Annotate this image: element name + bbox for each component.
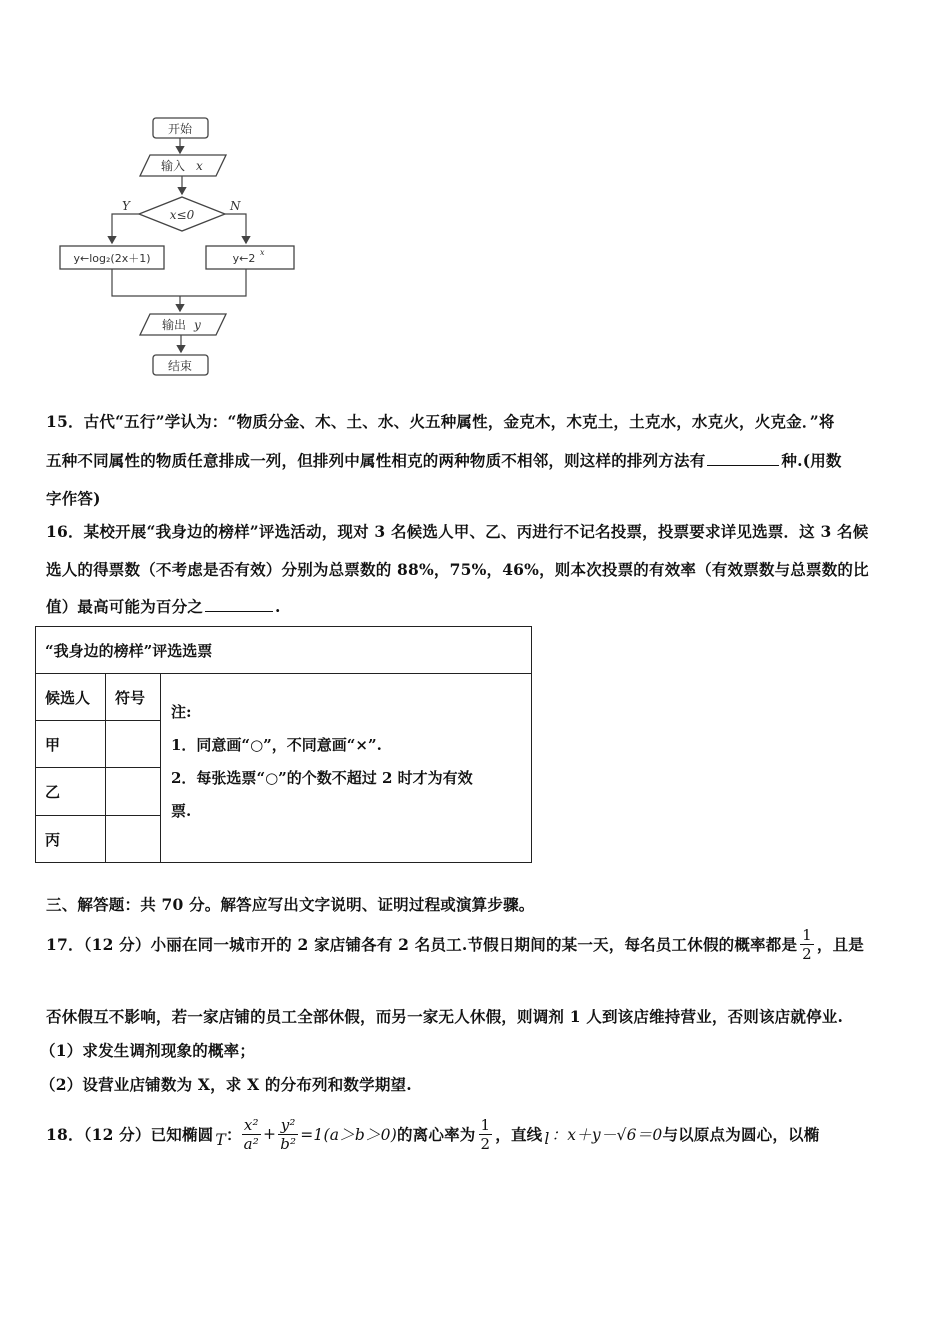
flow-start-label: 开始 xyxy=(167,122,193,136)
q15-line2-text: 五种不同属性的物质任意排成一列，但排列中属性相克的两种物质不相邻，则这样的排列方法有 xyxy=(46,451,706,470)
flow-input-label: 输入 xyxy=(160,159,186,173)
q17-line1-end: ，且是 xyxy=(816,935,864,954)
ballot-symbol-cell-2 xyxy=(106,768,161,816)
q18-mid2: ，直线 xyxy=(495,1125,543,1144)
q18-frac-y xyxy=(278,1116,298,1153)
ballot-note-1: 1．同意画“○”，不同意画“×”. xyxy=(171,736,382,754)
flow-input-var: x xyxy=(196,159,203,173)
flow-output-label: 输出 xyxy=(161,318,187,332)
q17-part1: （1）求发生调剂现象的概率； xyxy=(40,1041,256,1060)
q17-line1-text: 17．（12 分）小丽在同一城市开的 2 家店铺各有 2 名员工.节假日期间的某一天，每名员工休假的概率都是 xyxy=(46,935,798,954)
q17-frac-den: 2 xyxy=(802,944,812,963)
q18-y2: y² xyxy=(280,1115,296,1134)
q18-b2: b² xyxy=(280,1134,297,1153)
flow-right-label: y←2 xyxy=(232,252,256,265)
q18-line-name: l xyxy=(544,1130,550,1148)
q18-eccentricity xyxy=(479,1116,493,1153)
q17-part2: （2）设营业店铺数为 X，求 X 的分布列和数学期望. xyxy=(40,1075,412,1094)
ballot-note-title: 注: xyxy=(171,703,192,721)
ballot-candidate-3: 丙 xyxy=(36,816,106,863)
ballot-col-candidate: 候选人 xyxy=(36,674,106,721)
q15-line1: 15．古代“五行”学认为：“物质分金、木、土、水、火五种属性，金克木，木克土，土克水，水克火，火克金．”将 xyxy=(46,412,835,431)
ballot-candidate-1: 甲 xyxy=(36,721,106,768)
q16-line3-text: 值）最高可能为百分之 xyxy=(46,597,204,616)
ballot-note-2-cont: 票. xyxy=(171,802,192,820)
q15-line3: 字作答) xyxy=(46,489,101,508)
q18-ellipse-name: T xyxy=(215,1131,226,1149)
ballot-table xyxy=(35,626,532,863)
q18-e-num: 1 xyxy=(480,1115,491,1134)
q17-frac-num: 1 xyxy=(802,925,812,944)
flow-no-label: N xyxy=(230,199,241,213)
ballot-candidate-2: 乙 xyxy=(36,768,106,816)
q18-suffix: 与以原点为圆心，以椭 xyxy=(662,1125,820,1144)
flow-left-label: y←log₂(2x＋1) xyxy=(73,252,151,265)
q16-answer-blank xyxy=(205,597,273,612)
q18-line-eq: ：x＋y－√6＝0 xyxy=(551,1126,663,1144)
q15-line2 xyxy=(46,449,908,471)
q18-frac-x xyxy=(242,1116,261,1153)
ballot-note-2: 2．每张选票“○”的个数不超过 2 时才为有效 xyxy=(171,769,473,787)
q17-line2: 否休假互不影响，若一家店铺的员工全部休假，而另一家无人休假，则调剂 1 人到该店维持营业，否则该店就停业. xyxy=(46,1007,844,1026)
q16-line2: 选人的得票数（不考虑是否有效）分别为总票数的 88%，75%，46%，则本次投票的有效率（有效票数与总票数的比 xyxy=(46,560,869,579)
q15-answer-blank xyxy=(707,451,779,466)
q16-line1: 16．某校开展“我身边的榜样”评选活动，现对 3 名候选人甲、乙、丙进行不记名投票，投票要求详见选票．这 3 名候 xyxy=(46,522,869,541)
q18-x2: x² xyxy=(243,1115,259,1134)
flow-end-label: 结束 xyxy=(167,359,193,373)
q15-line2-end: 种.(用数 xyxy=(781,451,842,470)
flow-yes-label: Y xyxy=(122,199,130,213)
section3-heading: 三、解答题：共 70 分。解答应写出文字说明、证明过程或演算步骤。 xyxy=(46,895,535,914)
q18-eq: =1(a＞b＞0) xyxy=(300,1126,397,1144)
flowchart xyxy=(50,110,310,385)
q18-line1: 18．（12 分）已知椭圆 T ： $\frac{\text{x²}}{\text{a²}}$ + $\frac{\text{y²}}{\text{b²}}$ =1(a＞b＞0) 的离心率为 $\frac{1}{2}$ ，直线 l ：x＋y－√6＝0 与以原点为圆心，以椭 xyxy=(46,1115,820,1153)
q18-colon: ： xyxy=(225,1125,242,1144)
q17-line1 xyxy=(46,918,908,970)
q17-fraction xyxy=(800,926,814,963)
ballot-symbol-cell-1 xyxy=(106,721,161,768)
ballot-title: “我身边的榜样”评选选票 xyxy=(36,627,532,674)
q18-mid: 的离心率为 xyxy=(396,1125,476,1144)
ballot-notes xyxy=(161,674,532,863)
q16-line3 xyxy=(46,595,908,617)
q18-e-den: 2 xyxy=(480,1134,491,1153)
q18-prefix: 18．（12 分）已知椭圆 xyxy=(46,1125,214,1144)
flow-right-exp: x xyxy=(260,248,265,257)
ballot-col-symbol: 符号 xyxy=(106,674,161,721)
q16-line3-end: . xyxy=(275,597,281,616)
flow-output-var: y xyxy=(194,318,201,332)
ballot-symbol-cell-3 xyxy=(106,816,161,863)
q18-a2: a² xyxy=(243,1134,259,1153)
flow-condition: x≤0 xyxy=(169,208,195,222)
